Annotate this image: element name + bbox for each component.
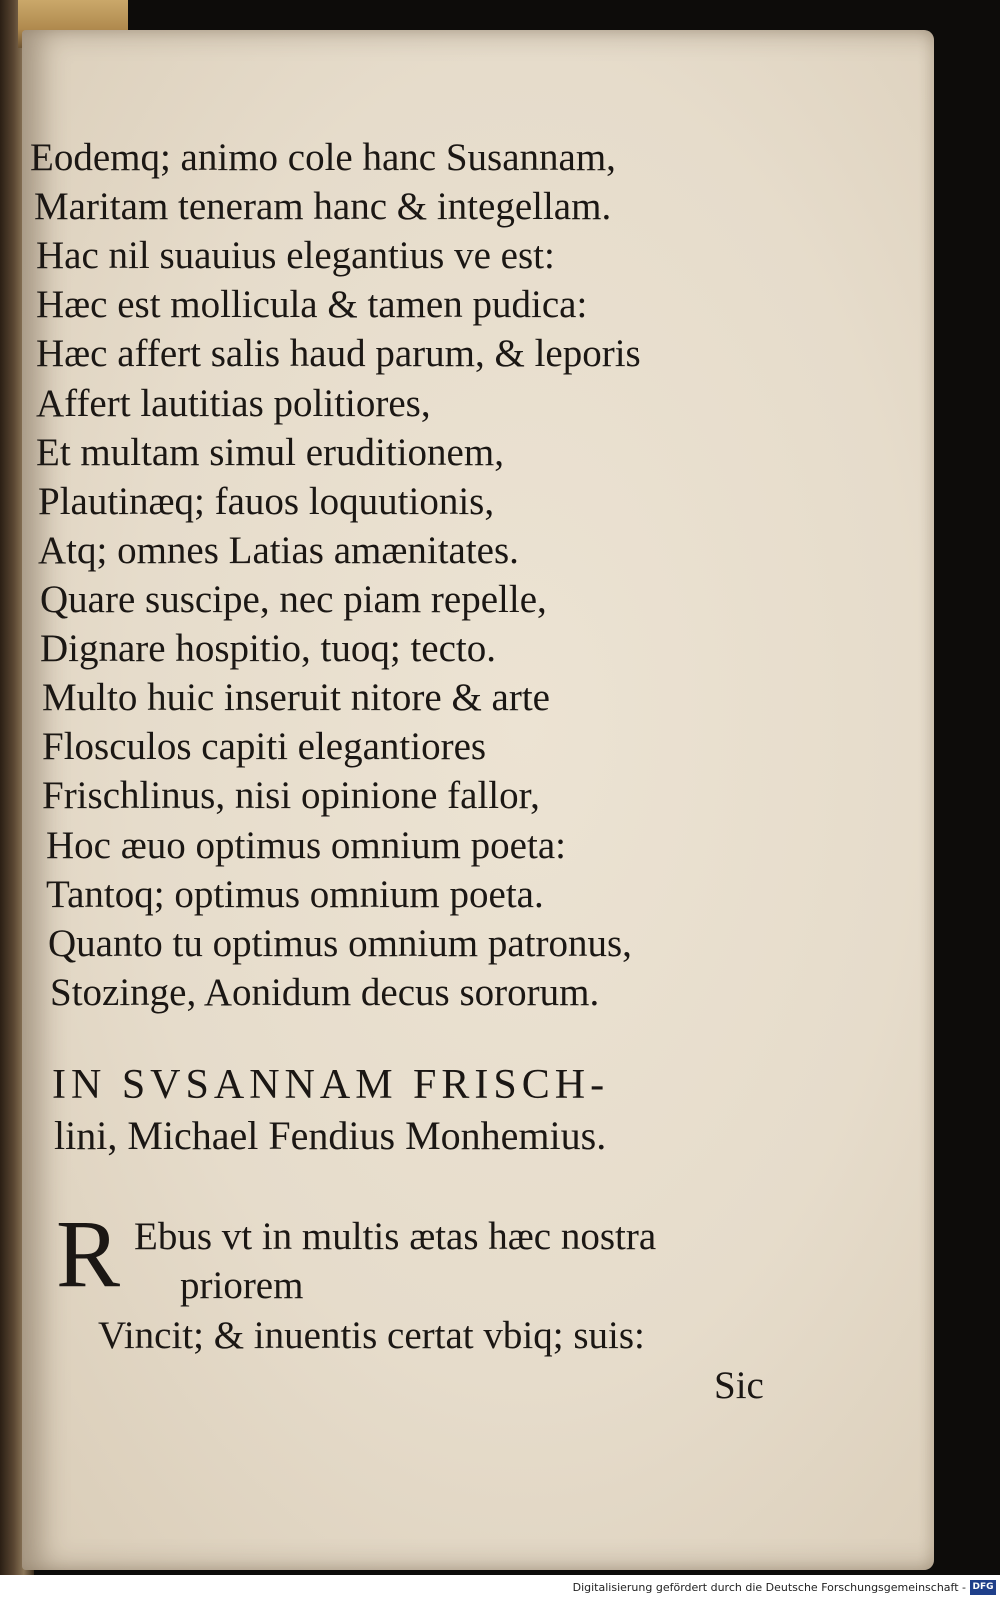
poem-line: Et multam simul eruditionem, (36, 431, 504, 474)
poem-line: Stozinge, Aonidum decus sororum. (50, 971, 600, 1014)
dfg-logo: DFG (970, 1580, 996, 1595)
book-page (22, 30, 934, 1570)
poem-line: Hoc æuo optimus omnium poeta: (46, 824, 566, 867)
poem-line: Maritam teneram hanc & integellam. (34, 185, 612, 228)
epigram-line: priorem (180, 1264, 304, 1307)
section-subheading: lini, Michael Fendius Monhemius. (54, 1113, 607, 1158)
epigram-line: Vincit; & inuentis certat vbiq; suis: (98, 1314, 645, 1357)
poem-line: Quare suscipe, nec piam repelle, (40, 578, 547, 621)
poem-line: Hæc affert salis haud parum, & leporis (36, 332, 641, 375)
footer-bar (0, 1575, 1000, 1601)
page-text (22, 30, 934, 1570)
poem-line: Frischlinus, nisi opinione fallor, (42, 774, 540, 817)
section-heading: IN SVSANNAM FRISCH- (52, 1062, 610, 1108)
poem-line: Hac nil suauius elegantius ve est: (36, 234, 555, 277)
poem-line: Quanto tu optimus omnium patronus, (48, 922, 632, 965)
poem-line: Eodemq; animo cole hanc Susannam, (30, 136, 616, 179)
epigram-line: Ebus vt in multis ætas hæc nostra (134, 1215, 657, 1258)
poem-line: Plautinæq; fauos loquutionis, (38, 480, 495, 523)
poem-line: Multo huic inseruit nitore & arte (42, 676, 550, 719)
poem-line: Affert lautitias politiores, (36, 382, 431, 425)
poem-line: Flosculos capiti elegantiores (42, 725, 487, 768)
poem-line: Hæc est mollicula & tamen pudica: (36, 283, 588, 326)
drop-cap: R (56, 1200, 121, 1307)
catchword: Sic (714, 1364, 764, 1407)
poem-line: Atq; omnes Latias amænitates. (38, 529, 519, 572)
footer-credit: Digitalisierung gefördert durch die Deutsche Forschungsgemeinschaft - (572, 1581, 966, 1594)
poem-line: Tantoq; optimus omnium poeta. (46, 873, 544, 916)
poem-line: Dignare hospitio, tuoq; tecto. (40, 627, 497, 670)
